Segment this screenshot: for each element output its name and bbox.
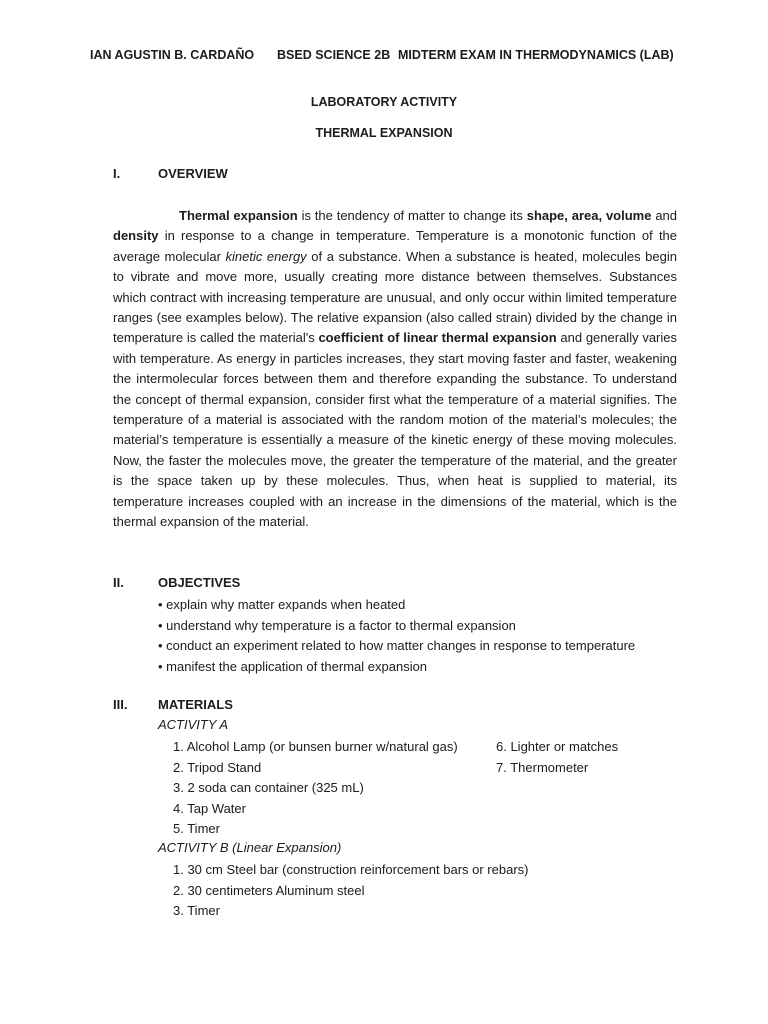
author-name: IAN AGUSTIN B. CARDAÑO: [90, 48, 255, 62]
objectives-heading: OBJECTIVES: [158, 575, 241, 590]
materials-numeral: III.: [113, 697, 128, 712]
material-item: 3. Timer: [173, 903, 220, 918]
activity-a-list: [173, 737, 458, 840]
term-kinetic-energy: kinetic energy: [225, 248, 307, 264]
text-run: of a substance. When a substance is heated, molecules begin to vibrate and move more, usually creating more distance between themselves. Substances which contract with increasing temperature are unusual, and only occur within limited temperature ranges (see examples below). The relative expansion (also called: [113, 248, 677, 326]
text-run: ) divided by the change in temperature is called the material's: [113, 310, 678, 346]
text-run: Temperature is a: [409, 228, 525, 244]
term-thermal-expansion: Thermal expansion: [179, 208, 298, 223]
objective-item: • understand why temperature is a factor to thermal expansion: [158, 617, 516, 633]
document-title: LABORATORY ACTIVITY: [310, 95, 458, 109]
text-run: and generally varies with temperature. As energy in particles increases, they start moving faster and faster, weakening the intermolecular forces between them and therefore expanding the substance. To understand the concept of thermal expansion, consider first what the temperature of a material signifies. The temperature of a material is associated with the random motion of the material’s molecules; the material’s temperature is essentially a measure of the kinetic energy of these moving molecules. Now, the faster the molecules move, the greater the temperature of the material, and the greater is the space taken up by these molecules. Thus, when heat is supplied to material, its temperature increases coupled with an increase in the dimensions of the material, which is the thermal expansion of the material.: [113, 330, 678, 530]
term-monotonic-function: monotonic function: [524, 228, 636, 244]
objectives-list: [158, 595, 635, 677]
activity-a-list-right: [496, 737, 618, 778]
material-item: 1. Alcohol Lamp (or bunsen burner w/natural gas): [173, 739, 458, 754]
material-item: 2. 30 centimeters Aluminum steel: [173, 882, 365, 898]
material-item: 1. 30 cm Steel bar (construction reinforcement bars or rebars): [173, 862, 529, 877]
text-run: of the average molecular: [113, 228, 678, 264]
term-density: density: [113, 228, 159, 244]
objective-item: • explain why matter expands when heated: [158, 597, 406, 612]
material-item: 3. 2 soda can container (325 mL): [173, 780, 364, 795]
document-subtitle: THERMAL EXPANSION: [315, 126, 453, 140]
exam-title: MIDTERM EXAM IN THERMODYNAMICS (LAB): [398, 48, 674, 62]
material-item: 7. Thermometer: [496, 759, 589, 775]
activity-b-list: [173, 860, 528, 922]
term-strain: strain: [495, 310, 528, 326]
class-section: BSED SCIENCE 2B: [277, 48, 391, 62]
term-shape-area-volume: shape, area, volume: [526, 208, 652, 223]
objectives-numeral: II.: [113, 575, 124, 590]
activity-a-label: ACTIVITY A: [158, 717, 229, 732]
objective-item: • conduct an experiment related to how matter changes in response to temperature: [158, 638, 636, 653]
text-run: and: [651, 208, 678, 223]
term-coefficient: coefficient of linear thermal expansion: [318, 330, 557, 346]
text-run: in response to a change in: [158, 228, 337, 244]
material-item: 2. Tripod Stand: [173, 759, 262, 775]
objective-item: • manifest the application of thermal expansion: [158, 658, 428, 674]
materials-heading: MATERIALS: [158, 697, 233, 712]
overview-paragraph: [113, 206, 677, 533]
material-item: 6. Lighter or matches: [496, 739, 619, 754]
overview-numeral: I.: [113, 166, 121, 181]
material-item: 4. Tap Water: [173, 800, 246, 816]
text-run: is the tendency of matter to change its: [297, 208, 527, 223]
term-temperature: temperature.: [336, 228, 410, 244]
activity-b-label: ACTIVITY B (Linear Expansion): [158, 840, 342, 855]
overview-heading: OVERVIEW: [158, 166, 228, 181]
material-item: 5. Timer: [173, 821, 220, 836]
